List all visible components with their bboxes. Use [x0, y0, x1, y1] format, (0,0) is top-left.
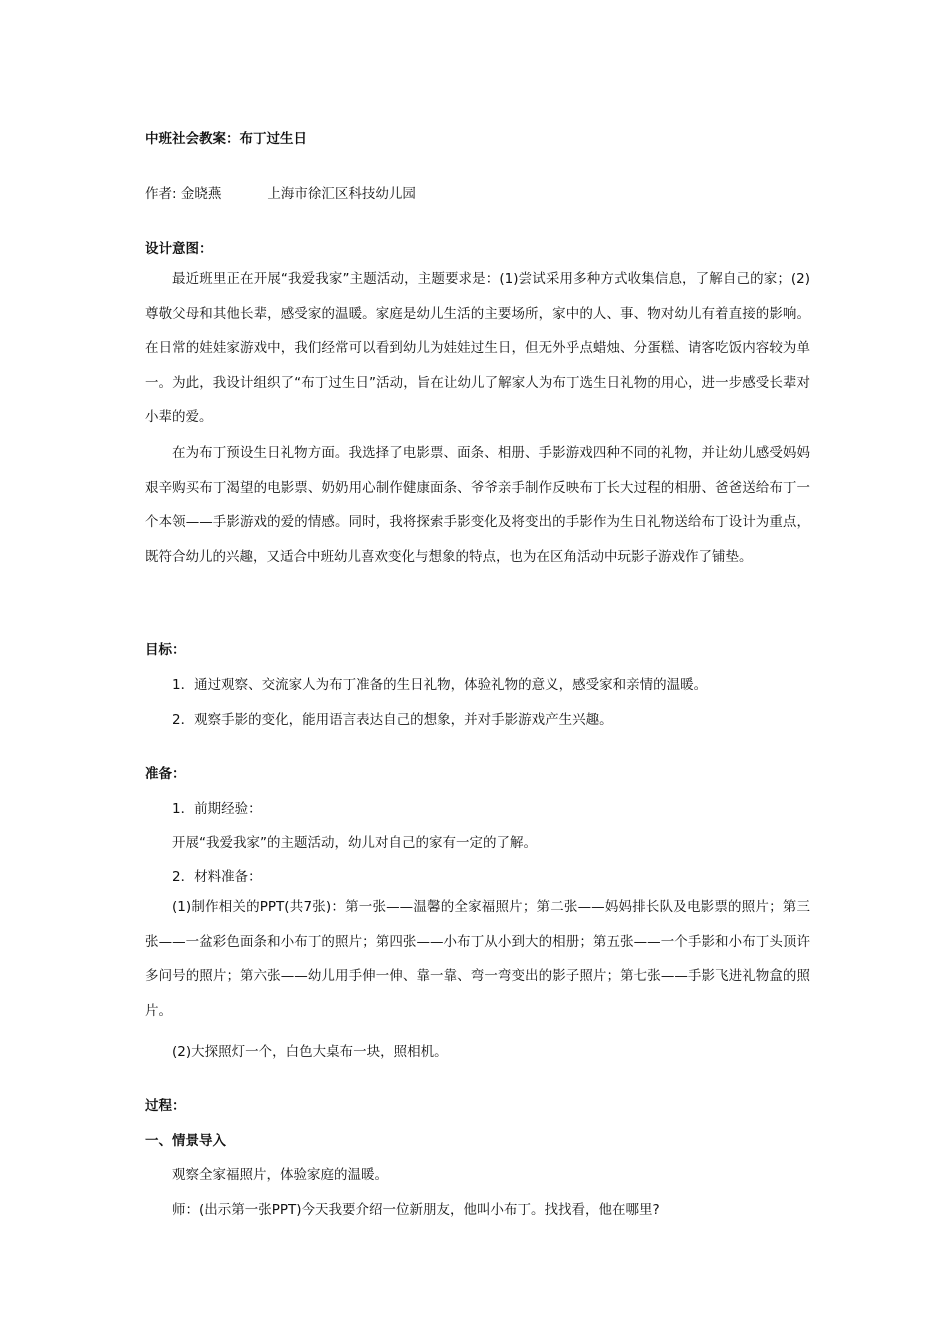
- goal-item-1: 1．通过观察、交流家人为布丁准备的生日礼物，体验礼物的意义，感受家和亲情的温暖。: [172, 677, 708, 693]
- prep-heading: 准备：: [145, 766, 186, 782]
- goals-heading: 目标：: [145, 642, 186, 658]
- prep-item-1-text: 开展“我爱我家”的主题活动，幼儿对自己的家有一定的了解。: [172, 835, 537, 851]
- prep-item-2-paragraph-1: (1)制作相关的PPT(共7张)：第一张——温馨的全家福照片；第二张——妈妈排长队及电影票的照片；第三张——一盆彩色面条和小布丁的照片；第四张——小布丁从小到大的相册；第五张——一个手影和小布丁头顶许多问号的照片；第六张——幼儿用手伸一伸、靠一靠、弯一弯变出的影子照片；第七张——手影飞进礼物盒的照片。: [145, 899, 810, 1019]
- document-title: 中班社会教案：布丁过生日: [145, 131, 307, 147]
- design-heading: 设计意图：: [145, 241, 213, 257]
- prep-item-2-paragraph-2: (2)大探照灯一个，白色大桌布一块，照相机。: [172, 1044, 448, 1060]
- design-paragraph-1: 最近班里正在开展“我爱我家”主题活动，主题要求是：(1)尝试采用多种方式收集信息，了解自己的家；(2)尊敬父母和其他长辈，感受家的温暖。家庭是幼儿生活的主要场所，家中的人、事、物对幼儿有着直接的影响。在日常的娃娃家游戏中，我们经常可以看到幼儿为娃娃过生日，但无外乎点蜡烛、分蛋糕、请客吃饭内容较为单一。为此，我设计组织了“布丁过生日”活动，旨在让幼儿了解家人为布丁选生日礼物的用心，进一步感受长辈对小辈的爱。: [145, 271, 810, 425]
- process-line-1: 观察全家福照片，体验家庭的温暖。: [172, 1167, 388, 1183]
- process-line-2: 师：(出示第一张PPT)今天我要介绍一位新朋友，他叫小布丁。找找看，他在哪里?: [172, 1202, 660, 1218]
- goal-item-2: 2．观察手影的变化，能用语言表达自己的想象，并对手影游戏产生兴趣。: [172, 712, 613, 728]
- author-line: [145, 182, 416, 202]
- prep-item-1: 1．前期经验：: [172, 801, 262, 817]
- process-heading: 过程：: [145, 1098, 186, 1114]
- process-subheading-1: 一、情景导入: [145, 1133, 226, 1149]
- author-school: 上海市徐汇区科技幼儿园: [267, 186, 416, 202]
- author-name: 作者: 金晓燕: [145, 186, 222, 202]
- design-paragraph-2: 在为布丁预设生日礼物方面。我选择了电影票、面条、相册、手影游戏四种不同的礼物，并让幼儿感受妈妈艰辛购买布丁渴望的电影票、奶奶用心制作健康面条、爷爷亲手制作反映布丁长大过程的相册、爸爸送给布丁一个本领——手影游戏的爱的情感。同时，我将探索手影变化及将变出的手影作为生日礼物送给布丁设计为重点，既符合幼儿的兴趣，又适合中班幼儿喜欢变化与想象的特点，也为在区角活动中玩影子游戏作了铺垫。: [145, 445, 810, 565]
- prep-item-2: 2．材料准备：: [172, 869, 262, 885]
